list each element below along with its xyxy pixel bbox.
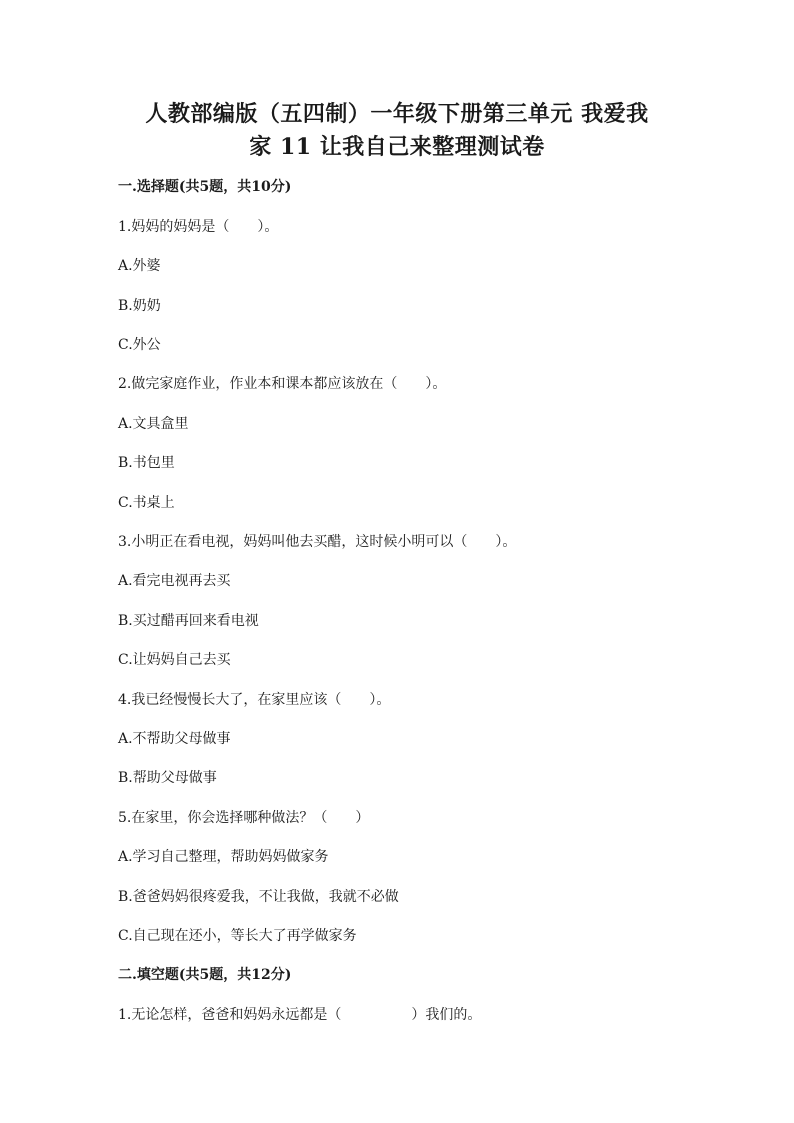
question-1-stem: 1.妈妈的妈妈是（ ）。 [118, 219, 279, 235]
question-2-option-c: C.书桌上 [118, 495, 175, 511]
question-4-stem: 4.我已经慢慢长大了，在家里应该（ ）。 [118, 692, 391, 708]
question-1-option-a: A.外婆 [118, 258, 161, 274]
question-3-option-a: A.看完电视再去买 [118, 573, 231, 589]
question-5-stem: 5.在家里，你会选择哪种做法？（ ） [118, 810, 370, 826]
question-5-option-a: A.学习自己整理，帮助妈妈做家务 [118, 849, 329, 865]
question-5-option-b: B.爸爸妈妈很疼爱我，不让我做，我就不必做 [118, 889, 399, 905]
fill-question-1-stem: 1.无论怎样，爸爸和妈妈永远都是（ ）我们的。 [118, 1007, 482, 1023]
section-heading-multiple-choice: 一.选择题(共5题，共10分) [118, 179, 292, 195]
question-2-option-b: B.书包里 [118, 455, 175, 471]
question-4-option-a: A.不帮助父母做事 [118, 731, 231, 747]
page-title-line-2: 家 11 让我自己来整理测试卷 [249, 134, 545, 160]
question-1-option-b: B.奶奶 [118, 298, 161, 314]
question-2-option-a: A.文具盒里 [118, 416, 189, 432]
question-3-option-b: B.买过醋再回来看电视 [118, 613, 259, 629]
question-3-option-c: C.让妈妈自己去买 [118, 652, 231, 668]
page-title-line-1: 人教部编版（五四制）一年级下册第三单元 我爱我 [145, 101, 649, 127]
question-4-option-b: B.帮助父母做事 [118, 770, 217, 786]
question-1-option-c: C.外公 [118, 337, 161, 353]
question-3-stem: 3.小明正在看电视，妈妈叫他去买醋，这时候小明可以（ ）。 [118, 534, 517, 550]
section-heading-fill-in-blank: 二.填空题(共5题，共12分) [118, 967, 292, 983]
question-5-option-c: C.自己现在还小，等长大了再学做家务 [118, 928, 357, 944]
question-2-stem: 2.做完家庭作业，作业本和课本都应该放在（ ）。 [118, 376, 447, 392]
